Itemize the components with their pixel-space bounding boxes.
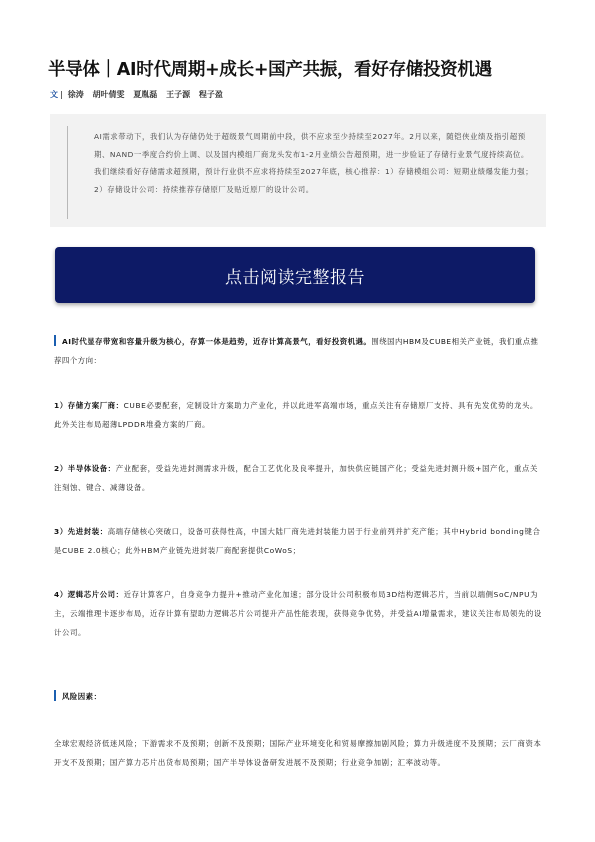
byline xyxy=(50,89,229,100)
direction-label: 4）逻辑芯片公司： xyxy=(54,590,124,599)
page-title: 半导体｜AI时代周期+成长+国产共振，看好存储投资机遇 xyxy=(48,60,492,80)
direction-text: CUBE必要配套，定制设计方案助力产业化，并以此进军高端市场，重点关注有存储原厂支持、具有先发优势的龙头。此外关注布局超薄LPDDR堆叠方案的厂商。 xyxy=(54,401,538,429)
direction-text: 高端存储核心突破口，设备可获得性高，中国大陆厂商先进封装能力居于行业前列并扩充产能；其中Hybrid bonding键合是CUBE 2.0核心；此外HBM产业链先进封装厂商配套提供CoWoS； xyxy=(54,527,541,555)
direction-text: 产业配套，受益先进封测需求升级，配合工艺优化及良率提升，加快供应链国产化；受益先进封测升级+国产化，重点关注刻蚀、键合、减薄设备。 xyxy=(54,464,538,492)
risk-heading-text: 风险因素： xyxy=(62,692,102,701)
section-marker xyxy=(54,335,56,346)
direction-label: 2）半导体设备： xyxy=(54,464,116,473)
risk-heading xyxy=(54,688,101,705)
abstract-text: AI需求带动下，我们认为存储仍处于超级景气周期前中段，供不应求至少持续至2027年。2月以来，随铠侠业绩及指引超预期、NAND一季度合约价上调、以及国内模组厂商龙头发布1-2月业绩公告超预期，进一步验证了存储行业景气度持续高位。我们继续看好存储需求超预期，预计行业供不应求将持续至2027年底，核心推荐：1）存储模组公司：短期业绩爆发能力强；2）存储设计公司：持续推荐存储原厂及贴近原厂的设计公司。 xyxy=(94,132,534,194)
intro-text: 围绕国内HBM及CUBE相关产业链，我们重点推荐四个方向： xyxy=(54,337,539,365)
author-name[interactable]: 王子源 xyxy=(166,90,191,99)
byline-separator: | xyxy=(60,90,63,99)
direction-item xyxy=(54,459,542,497)
risk-text: 全球宏观经济低迷风险；下游需求不及预期；创新不及预期；国际产业环境变化和贸易摩擦加剧风险；算力升级进度不及预期；云厂商资本开支不及预期；国产算力芯片出货布局预期；国产半导体设备研发进展不及预期；行业竞争加剧；汇率波动等。 xyxy=(54,739,542,767)
abstract-divider xyxy=(67,126,68,219)
direction-item xyxy=(54,396,542,434)
author-name[interactable]: 徐涛 xyxy=(67,90,84,99)
author-name[interactable]: 程子盈 xyxy=(198,90,223,99)
direction-label: 3）先进封装： xyxy=(54,527,108,536)
intro-paragraph xyxy=(54,332,542,370)
abstract-box xyxy=(50,114,546,227)
read-full-report-button[interactable]: 点击阅读完整报告 xyxy=(55,247,535,303)
direction-item xyxy=(54,522,542,560)
author-name[interactable]: 胡叶倩雯 xyxy=(92,90,125,99)
author-name[interactable]: 夏胤磊 xyxy=(133,90,158,99)
direction-text: 近存计算客户，自身竞争力提升+推动产业化加速；部分设计公司积极布局3D结构逻辑芯片，当前以端侧SoC/NPU为主，云端推理卡逐步布局，近存计算有望助力逻辑芯片公司提升产品性能表现，获得竞争优势，并受益AI增量需求，建议关注布局领先的设计公司。 xyxy=(54,590,542,637)
byline-prefix: 文 xyxy=(50,90,58,99)
section-marker xyxy=(54,690,56,701)
intro-bold-text: AI时代显存带宽和容量升级为核心，存算一体是趋势，近存计算高景气，看好投资机遇。 xyxy=(62,337,372,346)
direction-label: 1）存储方案厂商： xyxy=(54,401,124,410)
direction-item xyxy=(54,585,542,642)
